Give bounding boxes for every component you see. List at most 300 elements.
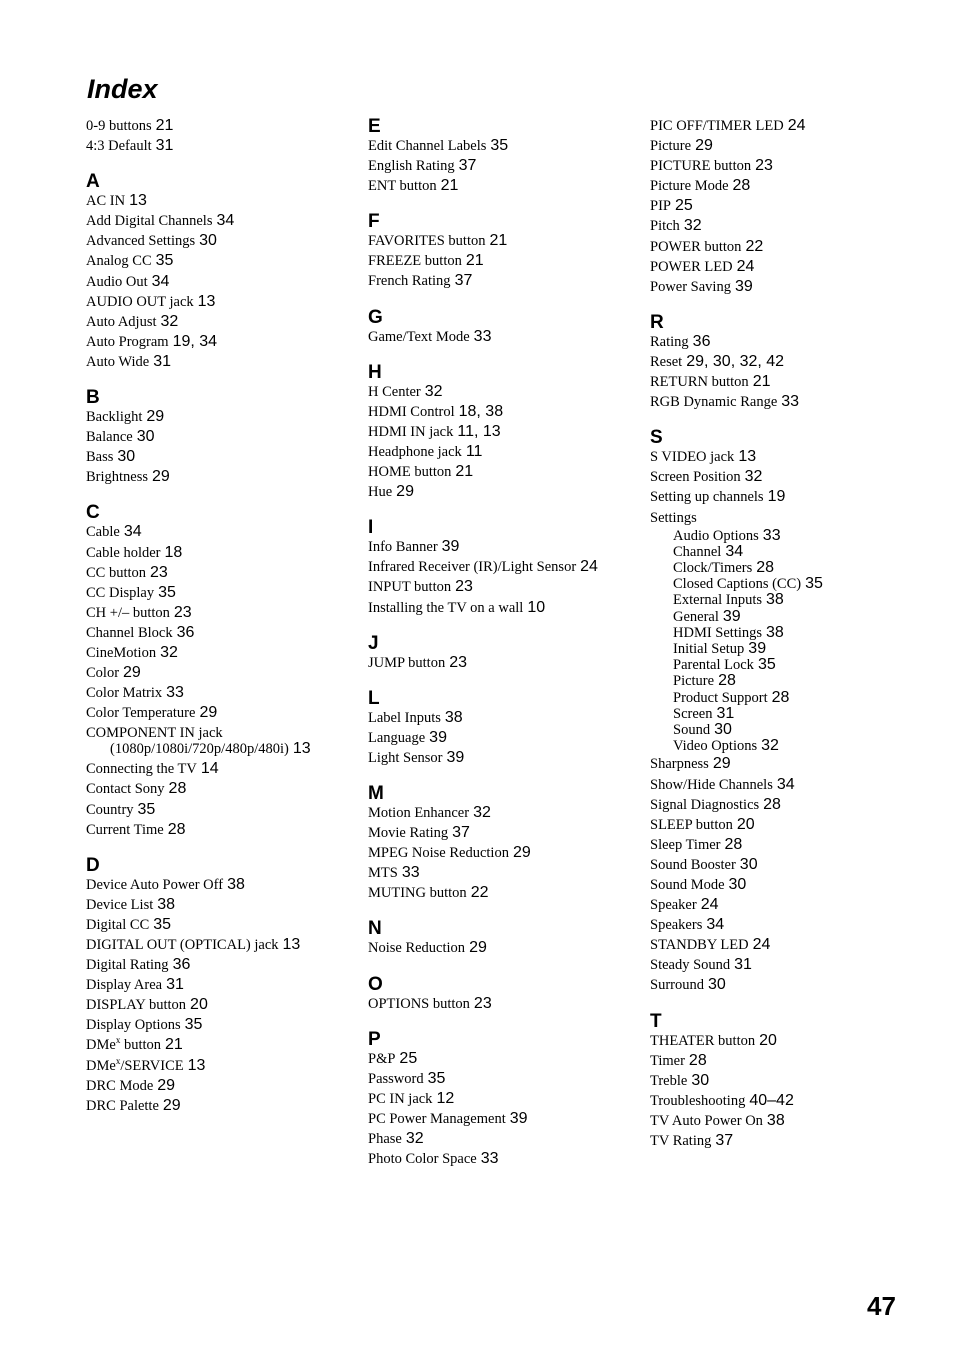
index-subentry [650, 657, 920, 673]
entry-page-ref[interactable]: 28 [732, 177, 751, 195]
index-entry [86, 583, 356, 603]
index-entry [368, 843, 638, 863]
entry-page-ref[interactable]: 28 [688, 1051, 707, 1069]
entry-term: FAVORITES button [368, 233, 486, 250]
entry-page-ref[interactable]: 33 [166, 684, 184, 702]
index-entry [368, 176, 638, 196]
index-entry [650, 795, 920, 815]
entry-term: Picture [673, 673, 715, 690]
entry-term: Add Digital Channels [86, 213, 213, 230]
index-letter-heading: M [368, 782, 384, 804]
index-entry [368, 1069, 638, 1089]
entry-page-ref[interactable]: 28 [724, 835, 743, 853]
entry-page-ref[interactable]: 33 [401, 864, 420, 882]
entry-page-ref[interactable]: 32 [473, 803, 491, 821]
entry-page-ref[interactable]: 21 [465, 252, 484, 270]
entry-page-ref[interactable]: 29 [199, 704, 218, 722]
entry-page-ref[interactable]: 35 [184, 1016, 203, 1034]
index-subentry [650, 576, 920, 592]
index-entry [86, 332, 356, 352]
entry-page-ref[interactable]: 28 [167, 820, 186, 838]
entry-term: English Rating [368, 158, 455, 175]
index-entry [86, 875, 356, 895]
entry-page-ref[interactable]: 23 [755, 157, 773, 175]
entry-term: Installing the TV on a wall [368, 599, 524, 616]
entry-page-ref[interactable]: 28 [763, 795, 781, 813]
index-group [368, 975, 638, 1014]
entry-page-ref[interactable]: 37 [452, 824, 470, 842]
index-entry [86, 995, 356, 1015]
index-letter-heading: O [368, 973, 383, 995]
index-entry [650, 216, 920, 236]
index-entry [368, 422, 638, 442]
entry-term: Auto Adjust [86, 313, 157, 330]
index-entry [650, 467, 920, 487]
index-group [368, 919, 638, 958]
entry-term: Audio Out [86, 273, 148, 290]
index-entry [650, 975, 920, 995]
entry-term: Surround [650, 977, 704, 994]
entry-page-ref[interactable]: 10 [527, 598, 546, 616]
entry-page-ref[interactable]: 35 [490, 137, 509, 154]
entry-page-ref[interactable]: 14 [200, 760, 219, 778]
page-number: 47 [867, 1291, 896, 1321]
entry-term: CineMotion [86, 644, 157, 661]
entry-term: Edit Channel Labels [368, 138, 487, 154]
entry-term: PIC OFF/TIMER LED [650, 118, 784, 134]
entry-term: Initial Setup [673, 641, 745, 658]
index-entry [650, 487, 920, 507]
entry-page-ref[interactable]: 29, 30, 32, 42 [686, 352, 785, 370]
index-entry [86, 427, 356, 447]
entry-page-ref[interactable]: 35 [805, 575, 823, 593]
index-entry [650, 332, 920, 352]
entry-term: Settings [650, 509, 697, 526]
entry-term: Pitch [650, 218, 680, 235]
index-entry [86, 447, 356, 467]
entry-page-ref[interactable]: 39 [748, 640, 767, 658]
index-entry [86, 800, 356, 820]
index-entry [650, 156, 920, 176]
entry-page-ref[interactable]: 31 [734, 956, 752, 974]
entry-term: Game/Text Mode [368, 328, 470, 345]
entry-term: POWER LED [650, 258, 733, 275]
index-entry [368, 482, 638, 502]
entry-term: Speaker [650, 897, 697, 914]
index-entry [86, 467, 356, 487]
index-entry [650, 915, 920, 935]
entry-page-ref[interactable]: 22 [745, 237, 764, 255]
entry-term: PICTURE button [650, 158, 752, 175]
entry-term: Display Area [86, 977, 163, 994]
entry-term-suffix: button [120, 1037, 161, 1054]
index-letter-heading: H [368, 361, 382, 383]
index-group [368, 212, 638, 291]
entry-page-ref[interactable]: 34 [216, 212, 235, 230]
index-subentry [650, 560, 920, 576]
entry-term: OPTIONS button [368, 995, 470, 1012]
index-entry [86, 759, 356, 779]
entry-term: S VIDEO jack [650, 449, 735, 466]
entry-page-ref[interactable]: 35 [137, 800, 156, 818]
entry-page-ref[interactable]: 29 [146, 408, 165, 426]
index-entry [650, 1091, 920, 1111]
index-entry [650, 935, 920, 955]
entry-page-ref[interactable]: 35 [158, 583, 176, 601]
entry-page-ref[interactable]: 24 [736, 257, 755, 275]
index-entry [650, 196, 920, 216]
entry-page-ref[interactable]: 30 [714, 721, 732, 739]
index-entry [650, 1071, 920, 1091]
entry-page-ref[interactable]: 29 [695, 137, 713, 155]
index-subentry [650, 738, 920, 754]
index-entry [86, 1096, 356, 1116]
index-subentry [650, 544, 920, 560]
entry-page-ref[interactable]: 31 [153, 352, 171, 370]
entry-page-ref[interactable]: 29 [396, 483, 414, 501]
entry-term: Balance [86, 429, 133, 446]
entry-page-ref[interactable]: 13 [197, 292, 216, 310]
index-entry [368, 728, 638, 748]
entry-page-ref[interactable]: 30 [707, 976, 726, 994]
entry-page-ref[interactable]: 23 [150, 563, 168, 581]
entry-term: COMPONENT IN jack (1080p/1080i/720p/480p/480i) [86, 725, 289, 758]
entry-page-ref[interactable]: 28 [718, 672, 736, 690]
entry-page-ref[interactable]: 21 [440, 177, 459, 195]
entry-page-ref[interactable]: 39 [429, 728, 447, 746]
entry-page-ref[interactable]: 34 [706, 916, 725, 934]
index-group [86, 172, 356, 372]
entry-term: HDMI IN jack [368, 423, 454, 440]
entry-page-ref[interactable]: 11, 13 [457, 422, 501, 440]
entry-page-ref[interactable]: 33 [473, 327, 492, 345]
index-entry [86, 683, 356, 703]
entry-term: Clock/Timers [673, 560, 753, 576]
entry-page-ref[interactable]: 13 [738, 448, 757, 466]
entry-page-ref[interactable]: 38 [444, 708, 463, 726]
entry-term: Movie Rating [368, 825, 449, 842]
index-column-1 [86, 116, 356, 1116]
entry-term: DRC Palette [86, 1097, 159, 1114]
entry-page-ref[interactable]: 33 [762, 526, 781, 544]
entry-term: Device List [86, 896, 154, 913]
entry-term: Advanced Settings [86, 233, 196, 250]
entry-term: Screen Position [650, 469, 741, 486]
entry-term: Display Options [86, 1017, 181, 1034]
index-entry [650, 136, 920, 156]
index-entry [86, 895, 356, 915]
entry-term: Sound Mode [650, 877, 725, 893]
index-letter-heading: P [368, 1028, 381, 1050]
index-group [86, 856, 356, 1116]
index-entry [368, 863, 638, 883]
entry-page-ref[interactable]: 29 [162, 1096, 181, 1114]
index-entry [86, 231, 356, 251]
entry-page-ref[interactable]: 20 [736, 815, 755, 833]
index-group [650, 1012, 920, 1152]
index-letter-heading: J [368, 632, 379, 654]
entry-page-ref[interactable]: 33 [480, 1150, 499, 1168]
entry-page-ref[interactable]: 31 [166, 976, 184, 994]
entry-page-ref[interactable]: 35 [757, 656, 776, 674]
entry-page-ref[interactable]: 13 [292, 740, 311, 758]
entry-term: Troubleshooting [650, 1092, 746, 1109]
entry-page-ref[interactable]: 18 [164, 543, 183, 561]
entry-page-ref[interactable]: 21 [752, 373, 771, 391]
entry-page-ref[interactable]: 34 [725, 542, 744, 560]
entry-page-ref[interactable]: 21 [489, 232, 508, 250]
index-entry [368, 462, 638, 482]
index-entry [650, 895, 920, 915]
index-entry [368, 708, 638, 728]
entry-page-ref[interactable]: 36 [692, 332, 711, 350]
entry-page-ref[interactable]: 11 [465, 442, 483, 460]
entry-page-ref[interactable]: 24 [700, 896, 719, 914]
entry-term: SLEEP button [650, 816, 733, 833]
entry-term: Sound Booster [650, 856, 736, 873]
index-entry [368, 577, 638, 597]
entry-term: Signal Diagnostics [650, 796, 760, 813]
entry-page-ref[interactable]: 25 [674, 197, 693, 215]
entry-term: AC IN [86, 193, 126, 210]
index-entry [368, 557, 638, 577]
entry-term: Brightness [86, 469, 149, 486]
index-group [368, 634, 638, 673]
index-entry [86, 522, 356, 542]
entry-page-ref[interactable]: 29 [469, 939, 487, 957]
entry-page-ref[interactable]: 32 [160, 643, 178, 661]
index-entry [86, 955, 356, 975]
entry-term: POWER button [650, 238, 742, 255]
entry-page-ref[interactable]: 21 [165, 1036, 183, 1054]
index-entry [650, 835, 920, 855]
entry-term: Power Saving [650, 278, 731, 295]
entry-page-ref[interactable]: 23 [173, 603, 192, 621]
entry-page-ref[interactable]: 29 [157, 1076, 176, 1094]
entry-page-ref[interactable]: 39 [722, 607, 741, 625]
entry-term: Channel Block [86, 624, 173, 641]
entry-page-ref[interactable]: 19, 34 [172, 332, 218, 350]
index-entry [368, 231, 638, 251]
index-subentry [650, 625, 920, 641]
index-letter-heading: S [650, 427, 663, 449]
entry-page-ref[interactable]: 21 [455, 463, 474, 481]
index-entry [86, 116, 356, 136]
entry-page-ref[interactable]: 30 [739, 855, 758, 873]
entry-page-ref[interactable]: 38 [227, 875, 245, 893]
entry-page-ref[interactable]: 21 [155, 117, 174, 134]
entry-page-ref[interactable]: 30 [136, 428, 155, 446]
entry-page-ref[interactable]: 30 [691, 1071, 710, 1089]
index-subentry [650, 673, 920, 689]
index-entry [86, 975, 356, 995]
entry-page-ref[interactable]: 13 [282, 936, 301, 953]
entry-page-ref[interactable]: 12 [436, 1089, 455, 1107]
entry-term: MPEG Noise Reduction [368, 845, 509, 862]
index-entry [368, 402, 638, 422]
index-entry [650, 116, 920, 136]
entry-page-ref[interactable]: 29 [123, 664, 141, 682]
index-entry [86, 623, 356, 643]
index-entry [368, 883, 638, 903]
entry-term: Digital CC [86, 916, 150, 933]
entry-page-ref[interactable]: 34 [151, 272, 170, 290]
entry-term: RGB Dynamic Range [650, 394, 778, 411]
entry-page-ref[interactable]: 39 [441, 538, 460, 556]
entry-term: PIP [650, 198, 671, 215]
entry-page-ref[interactable]: 24 [787, 117, 806, 134]
entry-page-ref[interactable]: 32 [744, 468, 763, 486]
index-entry [368, 994, 638, 1014]
index-entry [86, 191, 356, 211]
index-group [650, 428, 920, 995]
entry-page-ref[interactable]: 25 [399, 1049, 418, 1067]
index-group [368, 363, 638, 503]
index-group [86, 503, 356, 839]
index-letter-heading: R [650, 311, 664, 333]
entry-term: Show/Hide Channels [650, 776, 773, 793]
entry-page-ref[interactable]: 28 [756, 559, 775, 576]
entry-page-ref[interactable]: 32 [160, 312, 179, 330]
index-entry [650, 955, 920, 975]
entry-term: Video Options [673, 738, 758, 755]
index-entry [86, 1056, 356, 1076]
entry-term: Parental Lock [673, 657, 754, 674]
entry-page-ref[interactable]: 35 [153, 915, 172, 933]
entry-page-ref[interactable]: 34 [776, 775, 795, 793]
index-entry [650, 754, 920, 774]
entry-page-ref[interactable]: 38 [766, 1111, 785, 1129]
entry-term: Language [368, 729, 426, 746]
entry-page-ref[interactable]: 28 [168, 780, 187, 798]
entry-page-ref[interactable]: 32 [683, 217, 702, 235]
entry-term: Current Time [86, 821, 164, 838]
entry-page-ref[interactable]: 20 [759, 1031, 777, 1049]
index-entry [368, 803, 638, 823]
entry-term: Backlight [86, 409, 143, 426]
index-group [368, 1030, 638, 1170]
entry-page-ref[interactable]: 22 [470, 884, 489, 902]
entry-term: Picture Mode [650, 178, 729, 195]
entry-term: DRC Mode [86, 1077, 154, 1094]
entry-page-ref[interactable]: 36 [172, 956, 191, 974]
entry-page-ref[interactable]: 38 [766, 591, 784, 609]
entry-page-ref[interactable]: 23 [473, 994, 492, 1012]
entry-page-ref[interactable]: 31 [155, 137, 174, 155]
index-entry [650, 237, 920, 257]
entry-term: Speakers [650, 917, 703, 934]
entry-page-ref[interactable]: 31 [716, 704, 735, 722]
entry-page-ref[interactable]: 13 [187, 1056, 206, 1074]
entry-term: INPUT button [368, 579, 452, 596]
entry-page-ref[interactable]: 33 [781, 393, 800, 411]
entry-page-ref[interactable]: 30 [117, 448, 136, 466]
entry-term: RETURN button [650, 374, 749, 391]
entry-term: Product Support [673, 689, 768, 706]
entry-page-ref[interactable]: 29 [512, 844, 531, 862]
entry-term: Auto Wide [86, 353, 150, 370]
index-column-2 [368, 117, 638, 1169]
entry-page-ref[interactable]: 24 [580, 558, 598, 576]
entry-page-ref[interactable]: 23 [455, 578, 473, 596]
index-entry [650, 277, 920, 297]
entry-page-ref[interactable]: 30 [728, 876, 747, 893]
entry-page-ref[interactable]: 32 [761, 737, 779, 755]
entry-page-ref[interactable]: 19 [767, 488, 786, 506]
index-entry [86, 352, 356, 372]
entry-page-ref[interactable]: 39 [734, 277, 753, 295]
entry-term: Auto Program [86, 333, 169, 350]
index-letter-heading: E [368, 116, 381, 137]
index-entry [86, 1035, 356, 1055]
entry-page-ref[interactable]: 37 [458, 157, 477, 175]
entry-page-ref[interactable]: 37 [715, 1132, 734, 1150]
index-entry [86, 603, 356, 623]
entry-page-ref[interactable]: 40–42 [749, 1091, 794, 1109]
entry-term: HDMI Control [368, 403, 455, 420]
entry-page-ref[interactable]: 32 [424, 382, 443, 400]
index-entry [86, 643, 356, 663]
entry-page-ref[interactable]: 37 [454, 272, 473, 290]
entry-term: PC IN jack [368, 1090, 433, 1107]
entry-page-ref[interactable]: 39 [509, 1109, 528, 1127]
entry-page-ref[interactable]: 29 [152, 468, 170, 486]
entry-page-ref[interactable]: 35 [427, 1069, 446, 1087]
entry-page-ref[interactable]: 38 [766, 623, 784, 641]
entry-term: Sound [673, 722, 711, 739]
entry-term: DISPLAY button [86, 997, 187, 1014]
entry-term: Contact Sony [86, 781, 165, 798]
entry-page-ref[interactable]: 18, 38 [458, 402, 504, 420]
entry-term: Picture [650, 138, 692, 155]
entry-term: HDMI Settings [673, 624, 763, 641]
entry-page-ref[interactable]: 32 [405, 1130, 424, 1147]
entry-page-ref[interactable]: 36 [176, 623, 195, 641]
entry-term: Treble [650, 1072, 688, 1089]
entry-term: Digital Rating [86, 957, 169, 974]
index-entry [650, 447, 920, 467]
entry-term: CC button [86, 564, 147, 581]
index-entry [368, 1049, 638, 1069]
entry-page-ref[interactable]: 38 [157, 895, 176, 913]
entry-page-ref[interactable]: 29 [712, 755, 731, 773]
entry-page-ref[interactable]: 34 [123, 523, 142, 541]
index-entry [368, 1129, 638, 1149]
entry-page-ref[interactable]: 39 [446, 748, 465, 766]
entry-page-ref[interactable]: 28 [771, 688, 790, 706]
index-column-3 [650, 116, 920, 1151]
index-entry [86, 820, 356, 840]
entry-term: DMe [86, 1037, 116, 1054]
entry-page-ref[interactable]: 23 [449, 653, 468, 671]
entry-term: Noise Reduction [368, 940, 466, 957]
index-subentry [650, 641, 920, 657]
entry-term: ENT button [368, 178, 437, 195]
entry-page-ref[interactable]: 13 [129, 192, 147, 210]
index-subentry [650, 722, 920, 738]
index-entry [86, 136, 356, 156]
entry-page-ref[interactable]: 24 [752, 936, 771, 954]
entry-page-ref[interactable]: 30 [199, 232, 217, 250]
entry-term: MUTING button [368, 885, 467, 902]
entry-page-ref[interactable]: 20 [190, 996, 208, 1014]
entry-term: FREEZE button [368, 253, 462, 270]
entry-term: HOME button [368, 464, 452, 481]
entry-page-ref[interactable]: 35 [155, 252, 174, 270]
index-entry [86, 779, 356, 799]
index-entry [86, 272, 356, 292]
entry-term: Sharpness [650, 756, 709, 773]
